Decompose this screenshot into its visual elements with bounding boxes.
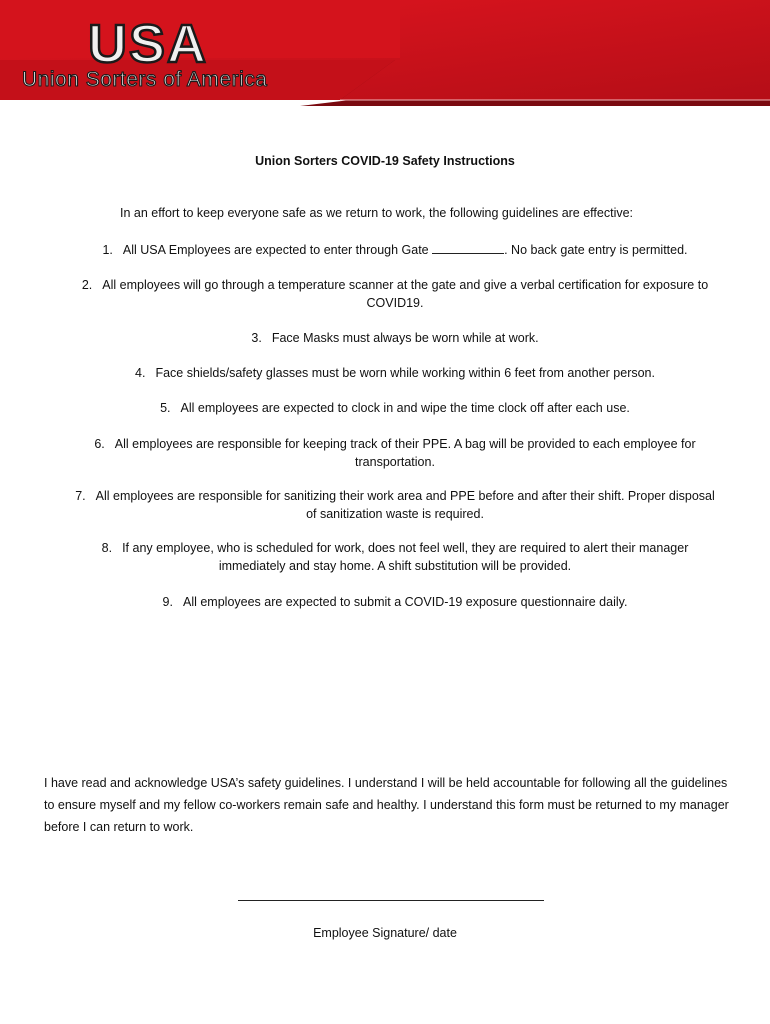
item-text: All employees are expected to clock in and wipe the time clock off after each use. bbox=[180, 401, 630, 415]
item-number: 7. bbox=[75, 489, 86, 503]
signature-label: Employee Signature/ date bbox=[313, 926, 457, 940]
guideline-item-8 bbox=[40, 539, 750, 575]
item-text-line2: COVID19. bbox=[366, 296, 424, 310]
gate-blank-field[interactable] bbox=[432, 242, 504, 254]
item-text-line1: All employees are responsible for sanitizing their work area and PPE before and after their shift. Proper disposal bbox=[95, 489, 715, 503]
item-number: 8. bbox=[101, 541, 113, 555]
header-banner bbox=[0, 0, 770, 108]
guideline-item-1 bbox=[40, 241, 750, 259]
guideline-item-9 bbox=[40, 593, 750, 611]
document-title: Union Sorters COVID-19 Safety Instructions bbox=[255, 154, 515, 168]
item-text-line2: transportation. bbox=[355, 455, 435, 469]
guideline-item-6 bbox=[40, 435, 750, 471]
item-text: Face shields/safety glasses must be worn while working within 6 feet from another person. bbox=[155, 366, 655, 380]
item-number: 9. bbox=[162, 595, 173, 609]
banner-graphic bbox=[0, 0, 770, 108]
item-text-line2: of sanitization waste is required. bbox=[306, 507, 484, 521]
item-text-before: All USA Employees are expected to enter through Gate bbox=[122, 243, 433, 257]
item-text-line1: All employees will go through a temperature scanner at the gate and give a verbal certification for exposure to bbox=[102, 278, 709, 292]
item-text-line1: All employees are responsible for keeping track of their PPE. A bag will be provided to each employee for bbox=[114, 437, 696, 451]
guideline-item-4 bbox=[40, 364, 750, 382]
signature-line[interactable] bbox=[238, 900, 544, 901]
item-number: 2. bbox=[81, 278, 93, 292]
item-text-line2: immediately and stay home. A shift substitution will be provided. bbox=[218, 559, 572, 573]
item-number: 5. bbox=[160, 401, 171, 415]
guideline-item-7 bbox=[40, 487, 750, 523]
logo-subtitle: Union Sorters of America bbox=[22, 68, 268, 91]
item-number: 1. bbox=[102, 243, 113, 257]
item-text-after: . No back gate entry is permitted. bbox=[504, 243, 688, 257]
item-text: Face Masks must always be worn while at work. bbox=[271, 331, 539, 345]
guideline-item-3 bbox=[40, 329, 750, 347]
item-number: 6. bbox=[94, 437, 105, 451]
item-number: 3. bbox=[251, 331, 262, 345]
item-number: 4. bbox=[135, 366, 146, 380]
guideline-item-2 bbox=[40, 276, 750, 312]
guideline-item-5 bbox=[40, 399, 750, 417]
acknowledgement-text: I have read and acknowledge USA’s safety guidelines. I understand I will be held accountable for following all the guidelines to ensure myself and my fellow co-workers remain safe and healthy. I understand this form must be returned to my manager before I can return to work. bbox=[44, 776, 729, 834]
item-text: All employees are expected to submit a COVID-19 exposure questionnaire daily. bbox=[182, 595, 628, 609]
item-text-line1: If any employee, who is scheduled for work, does not feel well, they are required to alert their manager bbox=[122, 541, 689, 555]
logo-text: USA bbox=[88, 14, 209, 74]
intro-text: In an effort to keep everyone safe as we return to work, the following guidelines are effective: bbox=[120, 206, 634, 220]
